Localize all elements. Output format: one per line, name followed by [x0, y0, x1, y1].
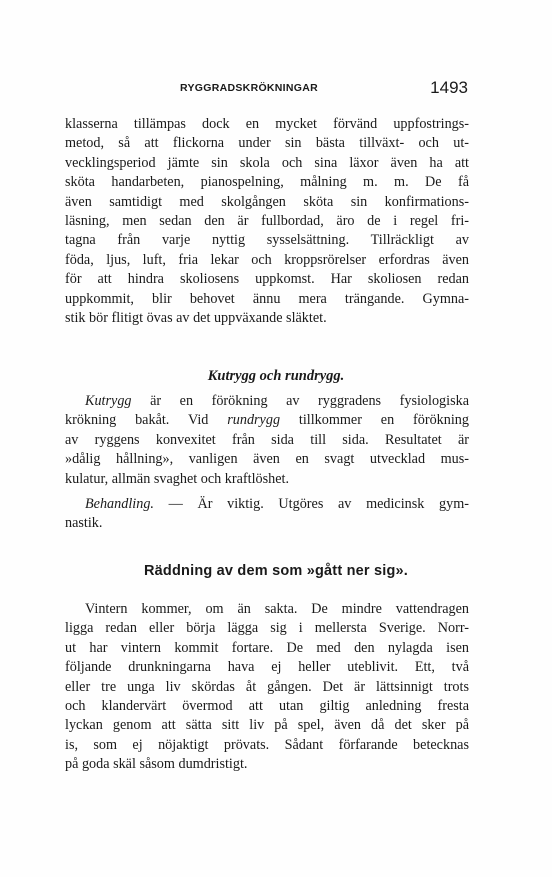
text-line: is, som ej nöjaktigt prövats. Sådant förfarande betecknas	[65, 736, 469, 753]
text-line: även samtidigt med skolgången sköta sin konfirmations-	[65, 193, 469, 210]
text-line: uppkommit, blir behovet ännu mera trängande. Gymna-	[65, 290, 469, 307]
text-line: »dålig hållning», vanligen även en svagt utvecklad mus-	[65, 451, 469, 468]
text-line	[65, 600, 469, 619]
text-line	[65, 495, 469, 514]
text-line	[65, 411, 469, 430]
page-header	[0, 78, 552, 100]
text-span: — Är viktig. Utgöres av medicinsk gym-	[153, 496, 469, 512]
text-line: föda, ljus, luft, fria lekar och kroppsrörelser erfordras även	[65, 251, 469, 268]
paragraph-school-upbringing	[65, 115, 469, 328]
paragraph-ice-rescue	[65, 600, 469, 775]
text-line: ligga redan eller börja lägga sig i mellersta Sverige. Norr-	[65, 620, 469, 637]
section-heading-raddning: Räddning av dem som »gått ner sig».	[143, 563, 409, 579]
text-span: är en förökning av ryggradens fysiologiska	[131, 393, 469, 409]
text-line: klasserna tillämpas dock en mycket förvänd uppfostrings-	[65, 116, 469, 132]
text-span: Vintern kommer, om än sakta. De mindre vattendragen	[85, 601, 469, 617]
text-line: följande drunkningarna hava ej heller uteblivit. Ett, två	[65, 659, 469, 676]
text-line: vecklingsperiod jämte sin skola och sina läxor även ha att	[65, 154, 469, 171]
text-line: stik bör flitigt övas av det uppväxande släktet.	[65, 310, 327, 327]
text-line: eller tre unga liv skördas åt gången. Det är lättsinnigt trots	[65, 678, 469, 695]
text-line: sköta handarbeten, pianospelning, målning m. m. De få	[65, 174, 469, 191]
text-line: lyckan genom att sätta sitt liv på spel, även då det sker på	[65, 717, 469, 734]
paragraph-kutrygg	[65, 392, 469, 489]
text-line: tagna från varje nyttig sysselsättning. Tillräckligt av	[65, 232, 469, 249]
running-head: RYGGRADSKRÖKNINGAR	[180, 82, 319, 94]
text-line: metod, så att flickorna under sin bästa tillväxt- och ut-	[65, 135, 469, 152]
term-behandling: Behandling.	[85, 496, 154, 512]
text-line	[65, 392, 469, 411]
text-span: tillkommer en förökning	[280, 412, 469, 429]
text-line: nastik.	[65, 515, 103, 532]
text-line: på goda skäl såsom dumdristigt.	[65, 756, 248, 773]
text-line: och klandervärt övermod att utan giltig anledning fresta	[65, 698, 469, 715]
term-kutrygg: Kutrygg	[85, 393, 132, 409]
text-line: kulatur, allmän svaghet och kraftlöshet.	[65, 470, 289, 487]
text-line: ut har vintern kommit fortare. De med den nylagda isen	[65, 639, 469, 656]
text-line: av ryggens konvexitet från sida till sida. Resultatet är	[65, 431, 469, 448]
text-line: läsning, men sedan den är fullbordad, äro de i regel fri-	[65, 213, 469, 230]
paragraph-behandling	[65, 495, 469, 534]
text-line: för att hindra skoliosens uppkomst. Har skoliosen redan	[65, 271, 469, 288]
term-rundrygg: rundrygg	[227, 412, 281, 429]
text-span: krökning bakåt. Vid	[65, 412, 228, 429]
page-number: 1493	[430, 78, 468, 97]
section-heading-kutrygg: Kutrygg och rundrygg.	[207, 368, 345, 384]
